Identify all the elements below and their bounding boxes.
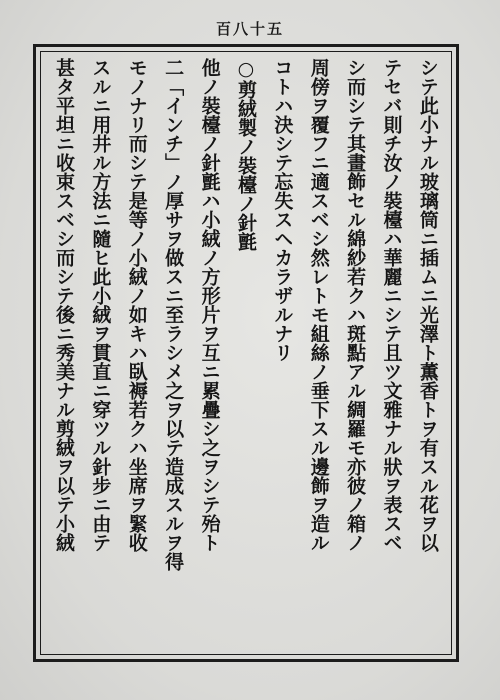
text-column-1: シテ此小ナル玻璃筒ニ插ムニ光澤ト薫香トヲ有スル花ヲ以 [416,58,439,552]
text-column-9: モノナリ而シテ是等ノ小絨ノ如キハ臥褥若クハ坐席ヲ緊收 [125,58,148,552]
text-body [44,58,448,648]
page-number: 百八十五 [215,20,284,38]
text-column-2: テセバ則チ汝ノ裝檯ハ華麗ニシテ且ツ文雅ナル狀ヲ表スベ [380,58,403,552]
text-column-4: 周傍ヲ覆フニ適スベシ然レトモ組絲ノ垂下スル邊飾ヲ造ル [307,58,330,552]
text-column-3: シ而シテ其畫飾セル綿紗若クハ斑點アル綢羅モ亦彼ノ箱ノ [344,58,367,552]
section-heading: ○剪絨製ノ裝檯ノ針氈 [234,58,257,251]
text-column-7: 他ノ裝檯ノ針氈ハ小絨ノ方形片ヲ互ニ累疊シ之ヲシテ殆ト [198,58,221,552]
text-column-8: 二「インチ」ノ厚サヲ做スニ至ラシメ之ヲ以テ造成スルヲ得 [162,58,185,571]
text-column-11: 甚タ平坦ニ收束スベシ而シテ後ニ秀美ナル剪絨ヲ以テ小絨 [53,58,75,552]
text-column-10: スルニ用井ル方法ニ隨ヒ此小絨ヲ貫直ニ穿ツル針步ニ由テ [89,58,112,552]
text-column-5: コトハ決シテ忘失スヘカラザルナリ [271,58,294,362]
